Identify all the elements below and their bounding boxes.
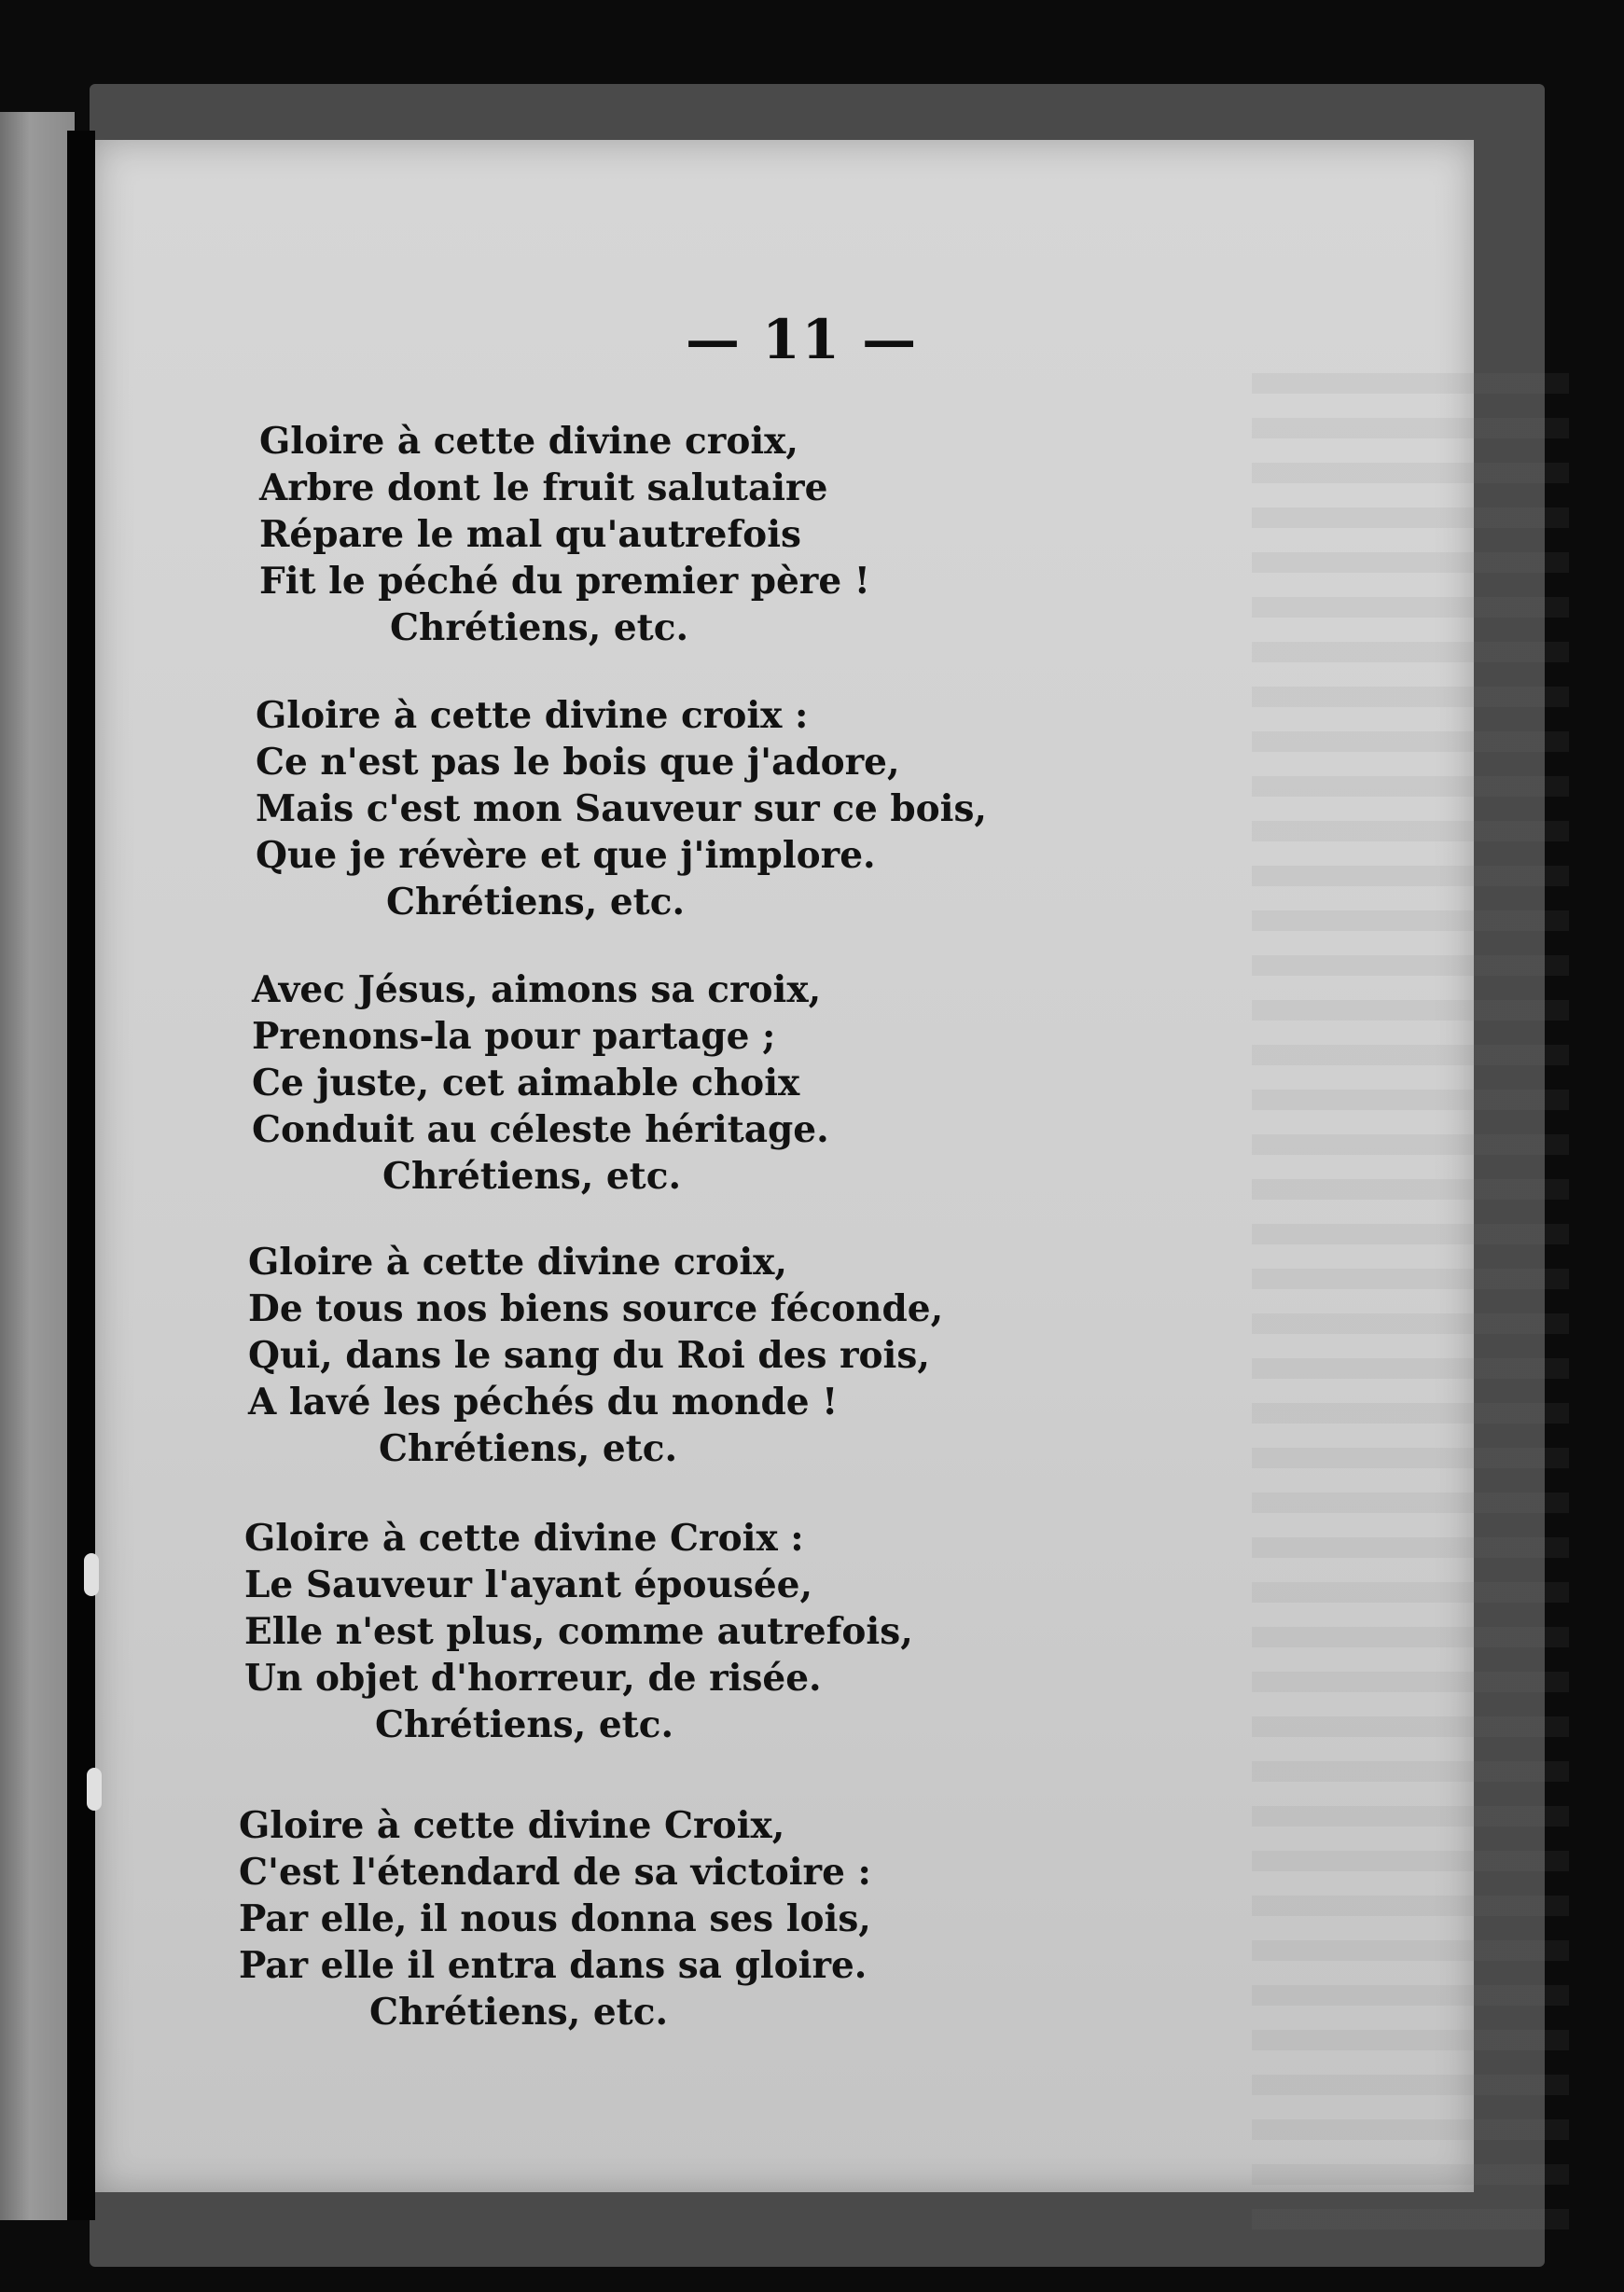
verse-line: Gloire à cette divine Croix, (239, 1804, 785, 1847)
refrain-line: Chrétiens, etc. (382, 1155, 682, 1198)
verse-line: C'est l'étendard de sa victoire : (239, 1851, 871, 1894)
stanza-2 (256, 692, 987, 925)
binding-stitch-hole (87, 1768, 102, 1811)
verse-line: Par elle il entra dans sa gloire. (239, 1944, 868, 1987)
verse-line: Répare le mal qu'autrefois (259, 513, 801, 556)
verse-line: Avec Jésus, aimons sa croix, (252, 968, 822, 1011)
verse-line: Prenons-la pour partage ; (252, 1015, 776, 1058)
verse-line: Mais c'est mon Sauveur sur ce bois, (256, 787, 987, 830)
binding-gutter (67, 131, 95, 2220)
verse-line: Le Sauveur l'ayant épousée, (244, 1563, 813, 1606)
verse-line: Fit le péché du premier père ! (259, 560, 870, 603)
verse-line: Gloire à cette divine Croix : (244, 1517, 804, 1560)
verse-line: Un objet d'horreur, de risée. (244, 1657, 822, 1700)
verse-line: Elle n'est plus, comme autrefois, (244, 1610, 913, 1653)
stanza-3 (252, 966, 829, 1200)
refrain-line: Chrétiens, etc. (369, 1991, 669, 2034)
verse-line: Par elle, il nous donna ses lois, (239, 1897, 871, 1940)
stanza-6 (239, 1802, 871, 2035)
left-page-edge (0, 112, 75, 2220)
verse-line: A lavé les péchés du monde ! (248, 1381, 839, 1424)
refrain-line: Chrétiens, etc. (386, 881, 686, 924)
verse-line: Gloire à cette divine croix : (256, 694, 809, 737)
verse-line: Que je révère et que j'implore. (256, 834, 876, 877)
page-number: — 11 — (686, 308, 919, 371)
verse-line: Ce n'est pas le bois que j'adore, (256, 741, 900, 784)
verse-line: Conduit au céleste héritage. (252, 1108, 829, 1151)
refrain-line: Chrétiens, etc. (390, 606, 689, 649)
verse-line: Gloire à cette divine croix, (248, 1241, 787, 1284)
verse-line: Ce juste, cet aimable choix (252, 1062, 800, 1104)
stanza-1 (259, 418, 870, 651)
verse-line: Gloire à cette divine croix, (259, 420, 798, 463)
binding-stitch-hole (84, 1553, 99, 1596)
refrain-line: Chrétiens, etc. (375, 1703, 674, 1746)
verse-line: Arbre dont le fruit salutaire (259, 466, 828, 509)
stanza-5 (244, 1515, 913, 1748)
bleed-through-text (1252, 373, 1569, 2239)
verse-line: Qui, dans le sang du Roi des rois, (248, 1334, 930, 1377)
stanza-4 (248, 1239, 943, 1472)
refrain-line: Chrétiens, etc. (379, 1427, 678, 1470)
verse-line: De tous nos biens source féconde, (248, 1287, 944, 1330)
